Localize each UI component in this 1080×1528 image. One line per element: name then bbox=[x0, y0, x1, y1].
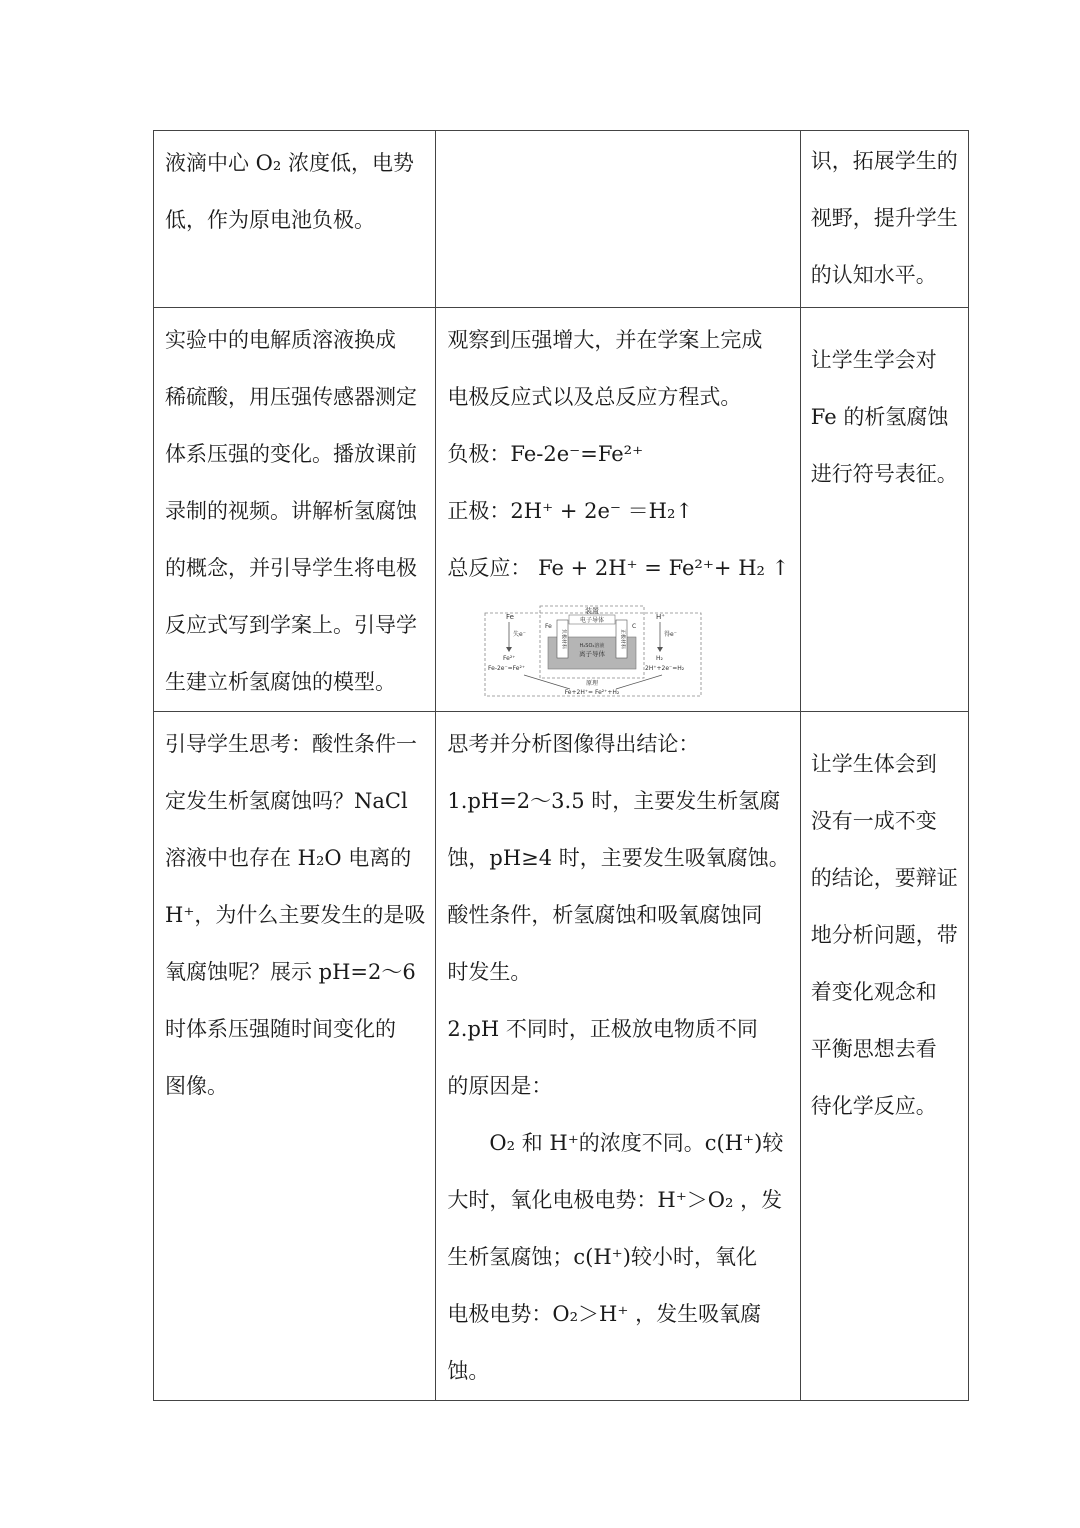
text-line: Fe 的析氢腐蚀 bbox=[810, 405, 949, 429]
text-line: 时体系压强随时间变化的 bbox=[165, 1017, 396, 1041]
design-intent-cell bbox=[800, 308, 968, 712]
text-line: 引导学生思考：酸性条件一 bbox=[165, 732, 417, 756]
table-row bbox=[154, 131, 969, 308]
text-line: 体系压强的变化。播放课前 bbox=[165, 442, 417, 466]
text-line: 的结论，要辩证 bbox=[810, 866, 958, 890]
student-activity-cell bbox=[436, 712, 800, 1401]
text-line: 平衡思想去看 bbox=[810, 1037, 937, 1061]
diagram-label: 得e⁻ bbox=[664, 631, 678, 638]
diagram-label: Fe bbox=[545, 623, 553, 630]
text-line: 稀硫酸，用压强传感器测定 bbox=[165, 385, 417, 409]
text-line: 观察到压强增大，并在学案上完成 bbox=[447, 328, 763, 352]
text-line: 待化学反应。 bbox=[810, 1094, 937, 1118]
text-line: 蚀。 bbox=[447, 1359, 490, 1383]
diagram-label: Fe bbox=[506, 613, 515, 621]
student-activity-cell bbox=[436, 131, 800, 308]
text-line: 的认知水平。 bbox=[810, 263, 937, 287]
text-line: 时发生。 bbox=[447, 960, 532, 984]
text-line: 1.pH=2～3.5 时，主要发生析氢腐 bbox=[447, 789, 781, 813]
teacher-activity-cell bbox=[154, 308, 436, 712]
text-line: 溶液中也存在 H₂O 电离的 bbox=[165, 846, 412, 870]
diagram-label: 原理 bbox=[586, 680, 599, 687]
student-activity-cell bbox=[436, 308, 800, 712]
positive-electrode-equation: 正极：2H⁺ + 2e⁻ ＝H₂↑ bbox=[447, 499, 693, 523]
text-line: 电极电势：O₂＞H⁺ ，发生吸氧腐 bbox=[447, 1302, 762, 1326]
text-line: 让学生学会对 bbox=[810, 348, 937, 372]
diagram-label: H₂ bbox=[656, 655, 664, 662]
text-line: 的概念，并引导学生将电极 bbox=[165, 556, 417, 580]
diagram-label: H₂SO₄溶液 bbox=[579, 643, 605, 649]
table-row bbox=[154, 308, 969, 712]
text-line: 生析氢腐蚀；c(H⁺)较小时，氧化 bbox=[447, 1245, 757, 1269]
text-line: 让学生体会到 bbox=[810, 752, 937, 776]
text-line: 定发生析氢腐蚀吗？NaCl bbox=[165, 789, 408, 813]
text-line: 进行符号表征。 bbox=[810, 462, 958, 486]
text-line: 录制的视频。讲解析氢腐蚀 bbox=[165, 499, 417, 523]
text-line: 思考并分析图像得出结论： bbox=[447, 732, 700, 756]
text-line: 视野，提升学生 bbox=[810, 206, 958, 230]
text-line: 地分析问题，带 bbox=[810, 923, 958, 947]
text-line: 酸性条件，析氢腐蚀和吸氧腐蚀同 bbox=[447, 903, 763, 927]
text-line: 生建立析氢腐蚀的模型。 bbox=[165, 670, 396, 694]
text-line: 电极反应式以及总反应方程式。 bbox=[447, 385, 742, 409]
text-line: 图像。 bbox=[165, 1074, 228, 1098]
diagram-label: 正极材料 bbox=[619, 628, 626, 650]
overall-reaction-equation: 总反应： Fe + 2H⁺ = Fe²⁺+ H₂ ↑ bbox=[447, 556, 790, 580]
diagram-label: Fe²⁺ bbox=[503, 655, 516, 662]
text-line: 蚀，pH≥4 时，主要发生吸氧腐蚀。 bbox=[447, 846, 790, 870]
text-line: 低，作为原电池负极。 bbox=[165, 208, 375, 232]
diagram-label: 离子导体 bbox=[579, 650, 606, 658]
text-line: 的原因是： bbox=[447, 1074, 553, 1098]
table-row bbox=[154, 712, 969, 1401]
design-intent-cell bbox=[800, 131, 968, 308]
negative-electrode-equation: 负极：Fe-2e⁻=Fe²⁺ bbox=[447, 442, 644, 466]
diagram-label: C bbox=[632, 623, 637, 630]
text-line: H⁺，为什么主要发生的是吸 bbox=[165, 903, 426, 927]
text-line: 着变化观念和 bbox=[810, 980, 937, 1004]
diagram-label: Fe-2e⁻=Fe²⁺ bbox=[488, 665, 526, 672]
text-line: 2.pH 不同时，正极放电物质不同 bbox=[447, 1017, 758, 1041]
diagram-label: 失e⁻ bbox=[513, 631, 527, 638]
text-line: 液滴中心 O₂ 浓度低，电势 bbox=[165, 151, 414, 175]
text-line: 反应式写到学案上。引导学 bbox=[165, 613, 417, 637]
teacher-activity-cell bbox=[154, 131, 436, 308]
design-intent-cell bbox=[800, 712, 968, 1401]
text-line: O₂ 和 H⁺的浓度不同。c(H⁺)较 bbox=[447, 1131, 784, 1155]
hydrogen-evolution-model-diagram bbox=[484, 605, 702, 697]
diagram-label: 2H⁺+2e⁻=H₂ bbox=[645, 665, 685, 672]
diagram-label: 装置 bbox=[585, 607, 600, 615]
lesson-plan-table bbox=[153, 130, 969, 1401]
text-line: 没有一成不变 bbox=[810, 809, 937, 833]
diagram-label: H⁺ bbox=[656, 613, 666, 621]
diagram-label: Fe+2H⁺= Fe²⁺+H₂ bbox=[565, 689, 620, 696]
diagram-label: 电子导体 bbox=[580, 617, 605, 624]
text-line: 识，拓展学生的 bbox=[810, 149, 958, 173]
diagram-label: 负极材料 bbox=[560, 628, 567, 650]
teacher-activity-cell bbox=[154, 712, 436, 1401]
text-line: 实验中的电解质溶液换成 bbox=[165, 328, 396, 352]
text-line: 氧腐蚀呢？展示 pH=2～6 bbox=[165, 960, 416, 984]
text-line: 大时，氧化电极电势：H⁺＞O₂ ，发 bbox=[447, 1188, 783, 1212]
